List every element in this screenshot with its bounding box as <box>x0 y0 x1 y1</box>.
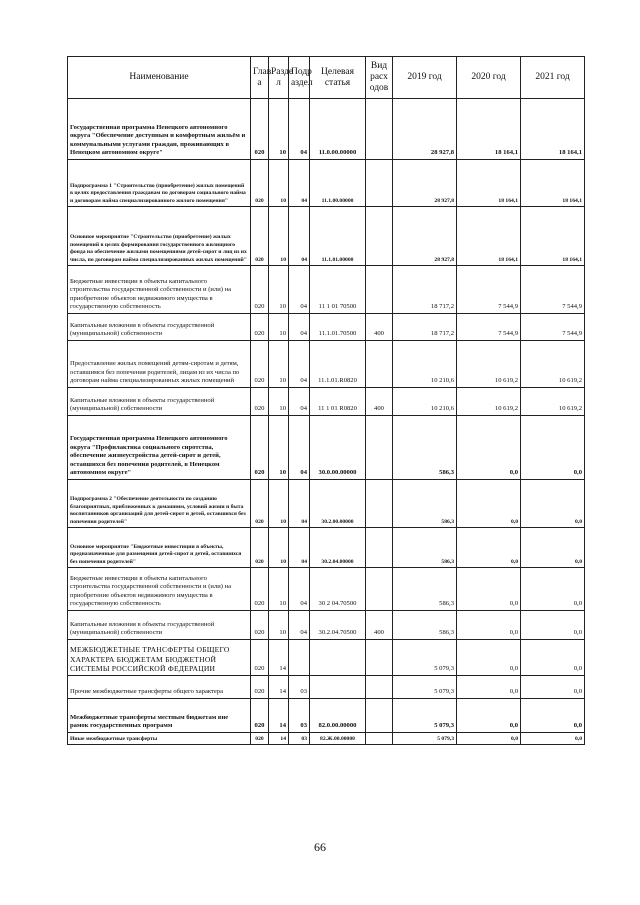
row-podrazdel: 04 <box>289 341 310 388</box>
table-row <box>68 676 585 699</box>
row-2021: 18 164,1 <box>521 207 585 266</box>
row-glava: 020 <box>251 314 269 341</box>
row-2019: 5 079,3 <box>393 699 457 733</box>
row-name: Государственная программа Ненецкого автономного округа "Обеспечение доступным и комфортным жильём и коммунальными услугами граждан, проживающих в Ненецком автономном округе" <box>68 99 251 160</box>
table-row <box>68 480 585 528</box>
table-row <box>68 416 585 480</box>
row-podrazdel: 04 <box>289 314 310 341</box>
row-2019: 586,3 <box>393 611 457 640</box>
row-2020: 0,0 <box>457 676 521 699</box>
table-row <box>68 314 585 341</box>
table-row <box>68 568 585 611</box>
row-2020: 18 164,1 <box>457 99 521 160</box>
row-vid: 400 <box>366 388 393 416</box>
row-glava: 020 <box>251 480 269 528</box>
row-razdel: 14 <box>269 733 289 745</box>
row-glava: 020 <box>251 528 269 568</box>
row-vid <box>366 266 393 314</box>
row-razdel: 10 <box>269 314 289 341</box>
table-row <box>68 611 585 640</box>
row-glava: 020 <box>251 99 269 160</box>
row-podrazdel: 03 <box>289 676 310 699</box>
table-row <box>68 207 585 266</box>
row-2019: 586,3 <box>393 528 457 568</box>
row-razdel: 10 <box>269 160 289 207</box>
row-2019: 10 210,6 <box>393 341 457 388</box>
row-razdel: 10 <box>269 528 289 568</box>
row-glava: 020 <box>251 341 269 388</box>
row-2020: 0,0 <box>457 611 521 640</box>
row-2020: 18 164,1 <box>457 160 521 207</box>
row-statya: 30.2.04.00000 <box>310 528 366 568</box>
row-vid <box>366 416 393 480</box>
row-razdel: 14 <box>269 640 289 676</box>
row-razdel: 10 <box>269 266 289 314</box>
row-vid <box>366 733 393 745</box>
row-statya: 11.1.01.70500 <box>310 314 366 341</box>
row-vid <box>366 568 393 611</box>
row-podrazdel: 04 <box>289 99 310 160</box>
row-name: Капитальные вложения в объекты государственной (муниципальной) собственности <box>68 388 251 416</box>
table-row <box>68 699 585 733</box>
row-razdel: 10 <box>269 388 289 416</box>
table-row <box>68 388 585 416</box>
header-statya: Целевая статья <box>310 57 366 99</box>
row-2019: 18 717,2 <box>393 314 457 341</box>
row-2021: 10 619,2 <box>521 341 585 388</box>
row-2021: 7 544,9 <box>521 314 585 341</box>
table-row <box>68 99 585 160</box>
row-name: Подпрограмма 2 "Обеспечение деятельности по созданию благоприятных, приближенных к домашним, условий жизни и быта воспитанников организаций для детей-сирот и детей, оставшихся без попечения родителей" <box>68 480 251 528</box>
row-glava: 020 <box>251 699 269 733</box>
row-2021: 0,0 <box>521 699 585 733</box>
row-vid: 400 <box>366 611 393 640</box>
row-2020: 0,0 <box>457 733 521 745</box>
row-2020: 0,0 <box>457 699 521 733</box>
page-number: 66 <box>314 840 326 854</box>
row-2021: 0,0 <box>521 640 585 676</box>
row-vid <box>366 640 393 676</box>
row-glava: 020 <box>251 611 269 640</box>
row-2019: 5 079,3 <box>393 640 457 676</box>
table-row <box>68 266 585 314</box>
row-2019: 10 210,6 <box>393 388 457 416</box>
row-2019: 586,3 <box>393 416 457 480</box>
row-vid <box>366 207 393 266</box>
row-podrazdel: 04 <box>289 160 310 207</box>
header-vid: Вид расх одов <box>366 57 393 99</box>
row-podrazdel: 04 <box>289 388 310 416</box>
header-2019: 2019 год <box>393 57 457 99</box>
header-2021: 2021 год <box>521 57 585 99</box>
row-podrazdel: 04 <box>289 416 310 480</box>
row-2021: 7 544,9 <box>521 266 585 314</box>
row-vid <box>366 699 393 733</box>
row-podrazdel: 03 <box>289 699 310 733</box>
row-name: Прочие межбюджетные трансферты общего характера <box>68 676 251 699</box>
row-statya: 30.2.00.00000 <box>310 480 366 528</box>
row-statya: 11.1.01.R0820 <box>310 341 366 388</box>
row-statya: 11 1 01 R0820 <box>310 388 366 416</box>
row-razdel: 10 <box>269 416 289 480</box>
row-glava: 020 <box>251 416 269 480</box>
header-podrazdel: Подр аздел <box>289 57 310 99</box>
row-vid <box>366 341 393 388</box>
row-statya: 11.1.01.00000 <box>310 207 366 266</box>
row-2021: 0,0 <box>521 676 585 699</box>
row-statya: 11.1.00.00000 <box>310 160 366 207</box>
header-2020: 2020 год <box>457 57 521 99</box>
row-name: Капитальные вложения в объекты государственной (муниципальной) собственности <box>68 314 251 341</box>
row-name: Государственная программа Ненецкого автономного округа "Профилактика социального сиротства, обеспечение жизнеустройства детей-сирот и детей, оставшихся без попечения родителей, в Ненецком автономном округе" <box>68 416 251 480</box>
row-glava: 020 <box>251 160 269 207</box>
row-vid: 400 <box>366 314 393 341</box>
table-row <box>68 733 585 745</box>
row-glava: 020 <box>251 388 269 416</box>
row-name: Капитальные вложения в объекты государственной (муниципальной) собственности <box>68 611 251 640</box>
row-2020: 10 619,2 <box>457 388 521 416</box>
row-2021: 0,0 <box>521 611 585 640</box>
row-razdel: 10 <box>269 341 289 388</box>
row-2020: 7 544,9 <box>457 314 521 341</box>
row-statya: 30.0.00.00000 <box>310 416 366 480</box>
row-2020: 0,0 <box>457 568 521 611</box>
row-podrazdel: 04 <box>289 480 310 528</box>
row-glava: 020 <box>251 733 269 745</box>
row-2020: 10 619,2 <box>457 341 521 388</box>
row-statya <box>310 640 366 676</box>
row-2021: 0,0 <box>521 733 585 745</box>
row-podrazdel <box>289 640 310 676</box>
row-2021: 0,0 <box>521 416 585 480</box>
row-2019: 28 927,8 <box>393 99 457 160</box>
row-glava: 020 <box>251 568 269 611</box>
budget-table <box>67 56 585 745</box>
header-razdel: Разде л <box>269 57 289 99</box>
row-razdel: 10 <box>269 568 289 611</box>
row-name: Иные межбюджетные трансферты <box>68 733 251 745</box>
row-razdel: 10 <box>269 611 289 640</box>
row-2019: 18 717,2 <box>393 266 457 314</box>
row-vid <box>366 99 393 160</box>
row-2021: 0,0 <box>521 528 585 568</box>
row-name: МЕЖБЮДЖЕТНЫЕ ТРАНСФЕРТЫ ОБЩЕГО ХАРАКТЕРА БЮДЖЕТАМ БЮДЖЕТНОЙ СИСТЕМЫ РОССИЙСКОЙ ФЕДЕРАЦИИ <box>68 640 251 676</box>
row-name: Бюджетные инвестиции в объекты капитального строительства государственной собственности и (или) на приобретение объектов недвижимого имущества в государственную собственность <box>68 266 251 314</box>
row-vid <box>366 528 393 568</box>
row-glava: 020 <box>251 676 269 699</box>
row-glava: 020 <box>251 207 269 266</box>
row-statya: 82.Ж.00.00000 <box>310 733 366 745</box>
row-name: Подпрограмма 1 "Строительство (приобретение) жилых помещений в целях предоставления гражданам по договорам социального найма и договорам найма специализированного жилого помещения" <box>68 160 251 207</box>
row-vid <box>366 480 393 528</box>
row-2021: 18 164,1 <box>521 160 585 207</box>
row-2021: 0,0 <box>521 480 585 528</box>
table-row <box>68 640 585 676</box>
row-podrazdel: 04 <box>289 266 310 314</box>
row-2019: 28 927,8 <box>393 207 457 266</box>
row-2020: 0,0 <box>457 640 521 676</box>
row-podrazdel: 03 <box>289 733 310 745</box>
row-2020: 7 544,9 <box>457 266 521 314</box>
row-statya: 30.2.04.70500 <box>310 611 366 640</box>
row-2021: 0,0 <box>521 568 585 611</box>
row-name: Межбюджетные трансферты местным бюджетам вне рамок государственных программ <box>68 699 251 733</box>
header-glava: Глав а <box>251 57 269 99</box>
table-header-row <box>68 57 585 99</box>
row-statya: 11 1 01 70500 <box>310 266 366 314</box>
row-2020: 0,0 <box>457 416 521 480</box>
header-name: Наименование <box>68 57 251 99</box>
row-name: Основное мероприятие "Бюджетные инвестиции в объекты, предназначенные для размещения детей-сирот и детей, оставшихся без попечения родителей" <box>68 528 251 568</box>
table-row <box>68 528 585 568</box>
row-2019: 28 927,8 <box>393 160 457 207</box>
row-2019: 586,3 <box>393 568 457 611</box>
row-vid <box>366 676 393 699</box>
row-razdel: 10 <box>269 207 289 266</box>
row-name: Основное мероприятие "Строительство (приобретение) жилых помещений в целях формирования государственного жилищного фонда на обеспечение жилыми помещениями детей-сирот и лиц из их числа, по договорам найма специализированных жилых помещений" <box>68 207 251 266</box>
row-2019: 5 079,3 <box>393 676 457 699</box>
table-row <box>68 160 585 207</box>
row-podrazdel: 04 <box>289 611 310 640</box>
row-statya: 82.0.00.00000 <box>310 699 366 733</box>
row-razdel: 10 <box>269 99 289 160</box>
row-2020: 0,0 <box>457 480 521 528</box>
row-razdel: 10 <box>269 480 289 528</box>
row-statya <box>310 676 366 699</box>
row-2020: 0,0 <box>457 528 521 568</box>
table-row <box>68 341 585 388</box>
row-2019: 5 079,3 <box>393 733 457 745</box>
row-2019: 586,3 <box>393 480 457 528</box>
row-podrazdel: 04 <box>289 568 310 611</box>
row-statya: 11.0.00.00000 <box>310 99 366 160</box>
row-statya: 30 2 04.70500 <box>310 568 366 611</box>
row-glava: 020 <box>251 640 269 676</box>
row-podrazdel: 04 <box>289 528 310 568</box>
row-2021: 18 164,1 <box>521 99 585 160</box>
row-glava: 020 <box>251 266 269 314</box>
row-podrazdel: 04 <box>289 207 310 266</box>
row-razdel: 14 <box>269 699 289 733</box>
row-razdel: 14 <box>269 676 289 699</box>
row-2021: 10 619,2 <box>521 388 585 416</box>
row-name: Бюджетные инвестиции в объекты капитального строительства государственной собственности и (или) на приобретение объектов недвижимого имущества в государственную собственность <box>68 568 251 611</box>
row-2020: 18 164,1 <box>457 207 521 266</box>
row-vid <box>366 160 393 207</box>
row-name: Предоставление жилых помещений детям-сиротам и детям, оставшимся без попечения родителей, лицам из их числа по договорам найма специализированных жилых помещений <box>68 341 251 388</box>
